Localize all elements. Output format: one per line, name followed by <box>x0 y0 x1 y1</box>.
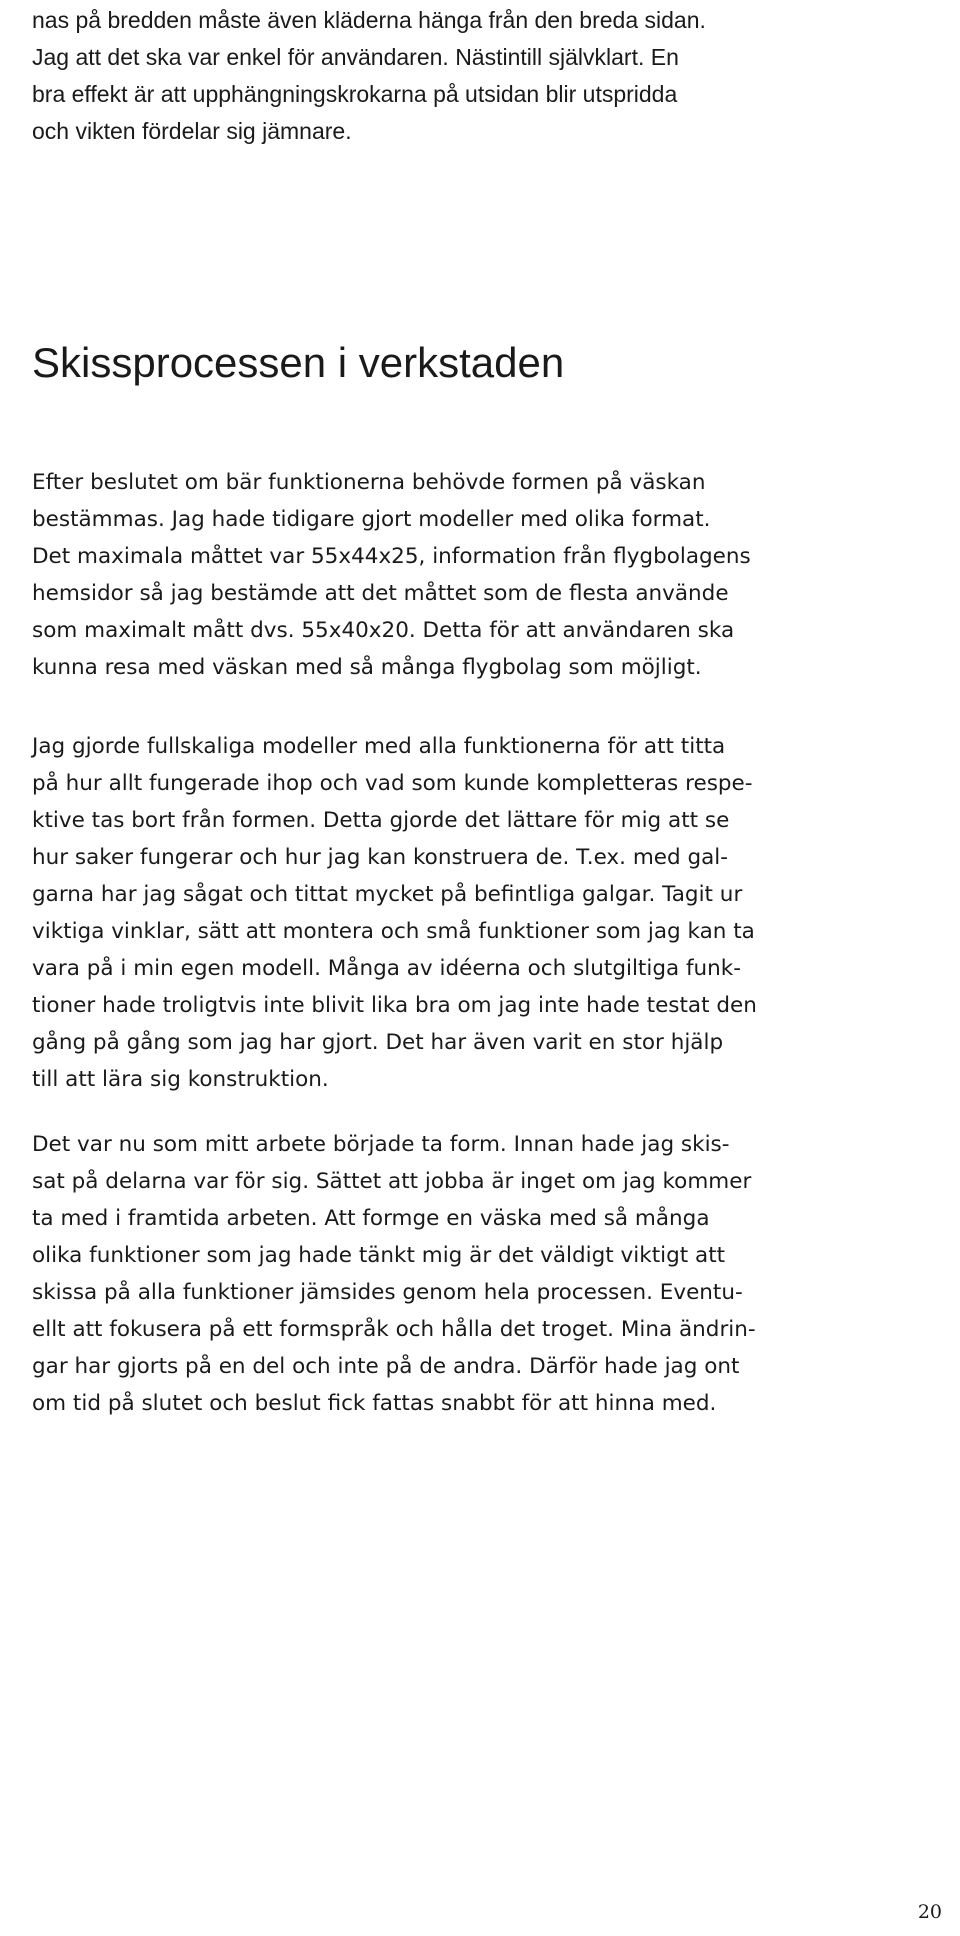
text-line: ktive tas bort från formen. Detta gjorde det lättare för mig att se <box>32 808 730 833</box>
text-line: kunna resa med väskan med så många flygbolag som möjligt. <box>32 655 702 680</box>
text-line: på hur allt fungerade ihop och vad som kunde kompletteras respe- <box>32 771 753 796</box>
text-line: hemsidor så jag bestämde att det måttet som de flesta använde <box>32 581 729 606</box>
text-line: gar har gjorts på en del och inte på de andra. Därför hade jag ont <box>32 1354 740 1379</box>
text-line: ta med i framtida arbeten. Att formge en väska med så många <box>32 1206 710 1231</box>
text-line: Det maximala måttet var 55x44x25, information från flygbolagens <box>32 544 751 569</box>
text-line: om tid på slutet och beslut fick fattas snabbt för att hinna med. <box>32 1391 717 1416</box>
body-paragraph-1 <box>32 464 932 686</box>
text-line: Det var nu som mitt arbete började ta form. Innan hade jag skis- <box>32 1132 730 1157</box>
text-line: vara på i min egen modell. Många av idéerna och slutgiltiga funk- <box>32 956 742 981</box>
body-paragraph-3 <box>32 1126 932 1422</box>
text-line: Efter beslutet om bär funktionerna behövde formen på väskan <box>32 470 706 495</box>
text-line: bestämmas. Jag hade tidigare gjort modeller med olika format. <box>32 507 711 532</box>
text-line: skissa på alla funktioner jämsides genom hela processen. Eventu- <box>32 1280 743 1305</box>
text-line: garna har jag sågat och tittat mycket på befintliga galgar. Tagit ur <box>32 882 743 907</box>
text-line: viktiga vinklar, sätt att montera och små funktioner som jag kan ta <box>32 919 755 944</box>
text-line: ellt att fokusera på ett formspråk och hålla det troget. Mina ändrin- <box>32 1317 756 1342</box>
text-line: Jag att det ska var enkel för användaren. Nästintill självklart. En <box>32 44 679 70</box>
text-line: hur saker fungerar och hur jag kan konstruera de. T.ex. med gal- <box>32 845 729 870</box>
text-line: till att lära sig konstruktion. <box>32 1067 329 1092</box>
text-line: gång på gång som jag har gjort. Det har även varit en stor hjälp <box>32 1030 724 1055</box>
text-line: Jag gjorde fullskaliga modeller med alla funktionerna för att titta <box>32 734 726 759</box>
text-line: tioner hade troligtvis inte blivit lika bra om jag inte hade testat den <box>32 993 757 1018</box>
body-paragraph-2 <box>32 728 932 1098</box>
text-line: nas på bredden måste även kläderna hänga från den breda sidan. <box>32 7 706 33</box>
page-number: 20 <box>917 1901 942 1923</box>
text-line: och vikten fördelar sig jämnare. <box>32 118 352 144</box>
section-heading: Skissprocessen i verkstaden <box>32 339 565 386</box>
text-line: sat på delarna var för sig. Sättet att jobba är inget om jag kommer <box>32 1169 752 1194</box>
text-line: olika funktioner som jag hade tänkt mig är det väldigt viktigt att <box>32 1243 726 1268</box>
text-line: som maximalt mått dvs. 55x40x20. Detta för att användaren ska <box>32 618 735 643</box>
text-line: bra effekt är att upphängningskrokarna på utsidan blir utspridda <box>32 81 678 107</box>
intro-paragraph <box>32 2 932 150</box>
